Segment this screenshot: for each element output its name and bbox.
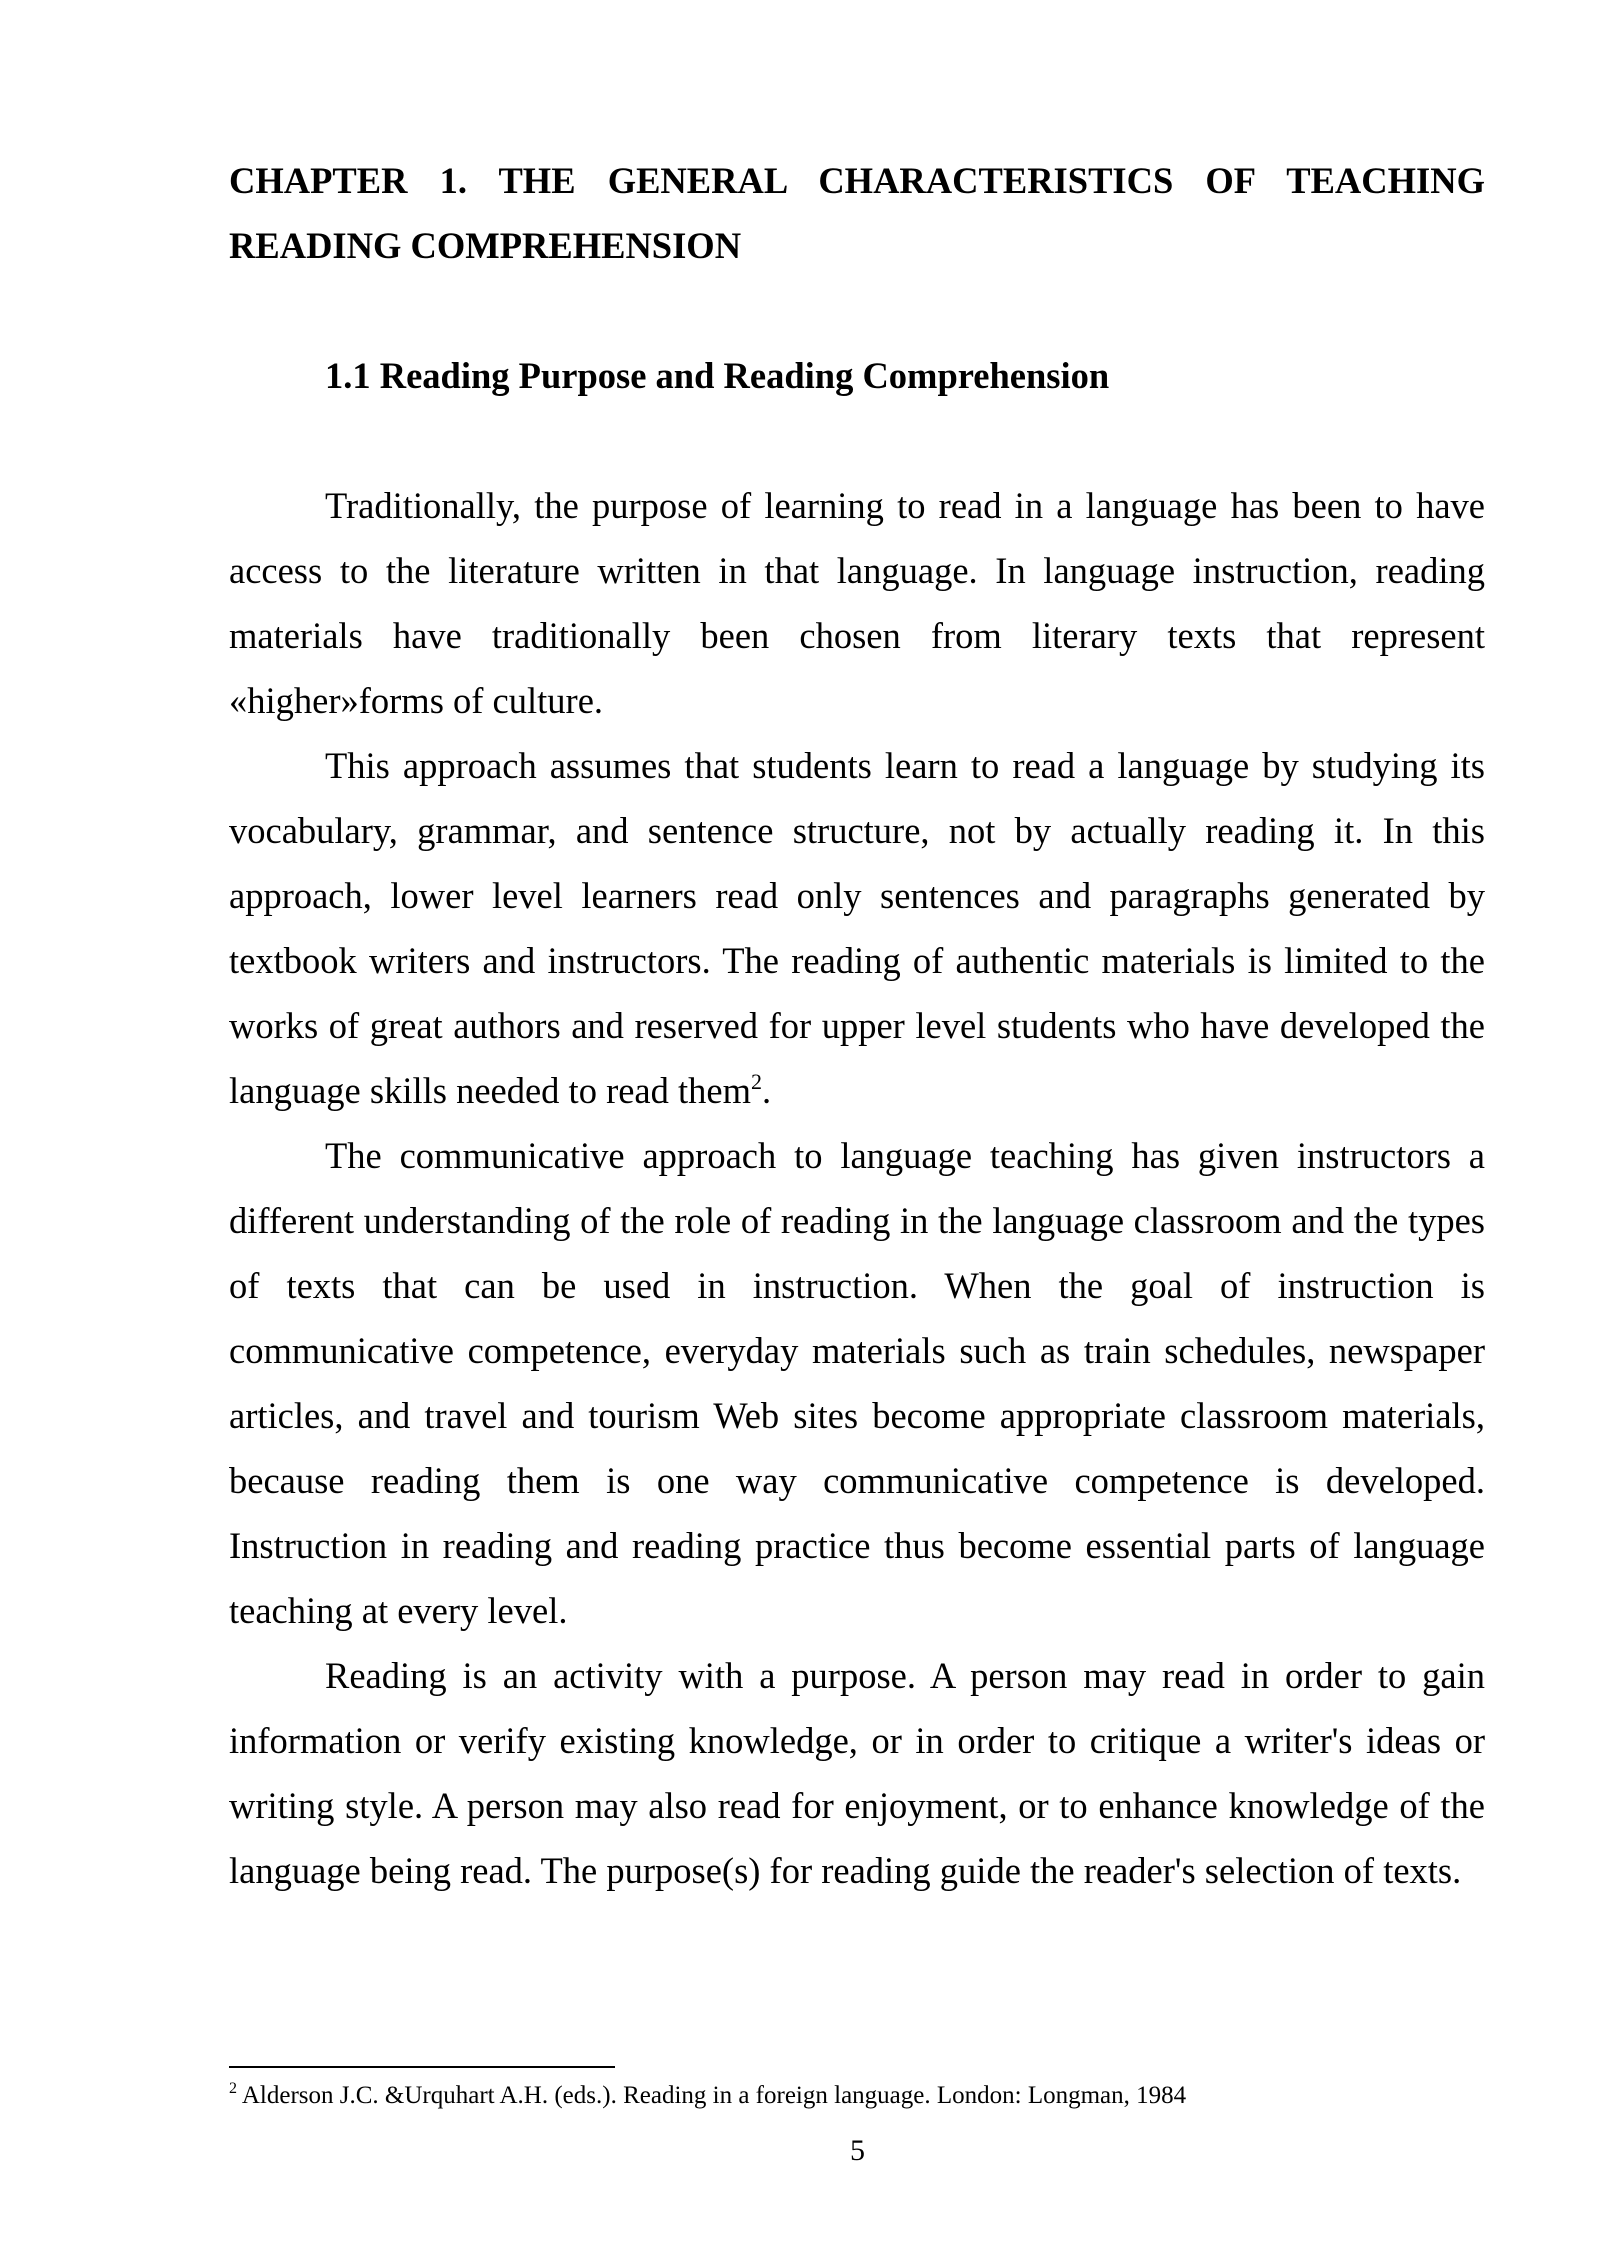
chapter-title: CHAPTER 1. THE GENERAL CHARACTERISTICS OF TEACHING READING COMPREHENSION [229,160,1485,266]
footnote [229,2076,1485,2116]
paragraph-3: The communicative approach to language teaching has given instructors a different understanding of the role of reading in the language classroom and the types of texts that can be used in instruction. When the goal of instruction is communicative competence, everyday materials such as train schedules, newspaper articles, and travel and tourism Web sites become appropriate classroom materials, because reading them is one way communicative competence is developed. Instruction in reading and reading practice thus become essential parts of language teaching at every level. [229,1135,1485,1631]
footnote-reference: 2 [750,1069,762,1094]
page-number: 5 [850,2134,865,2167]
footnote-text: Alderson J.C. &Urquhart A.H. (eds.). Reading in a foreign language. London: Longman, 1984 [237,2082,1187,2109]
paragraph-1: Traditionally, the purpose of learning to read in a language has been to have access to the literature written in that language. In language instruction, reading materials have traditionally been chosen from literary texts that represent «higher»forms of culture. [229,485,1485,721]
section-title: 1.1 Reading Purpose and Reading Comprehension [325,355,1110,396]
page-body [229,148,1485,1903]
paragraph-4: Reading is an activity with a purpose. A person may read in order to gain information or verify existing knowledge, or in order to critique a writer's ideas or writing style. A person may also read for enjoyment, or to enhance knowledge of the language being read. The purpose(s) for reading guide the reader's selection of texts. [229,1655,1485,1891]
paragraph-2 [229,733,1485,1123]
paragraph-2-end: . [761,1070,772,1111]
footnote-divider [229,2066,615,2068]
paragraph-2-text: This approach assumes that students learn to read a language by studying its vocabulary, grammar, and sentence structure, not by actually reading it. In this approach, lower level learners read only sentences and paragraphs generated by textbook writers and instructors. The reading of authentic materials is limited to the works of great authors and reserved for upper level students who have developed the language skills needed to read them [229,745,1485,1111]
footnote-marker: 2 [229,2080,237,2097]
